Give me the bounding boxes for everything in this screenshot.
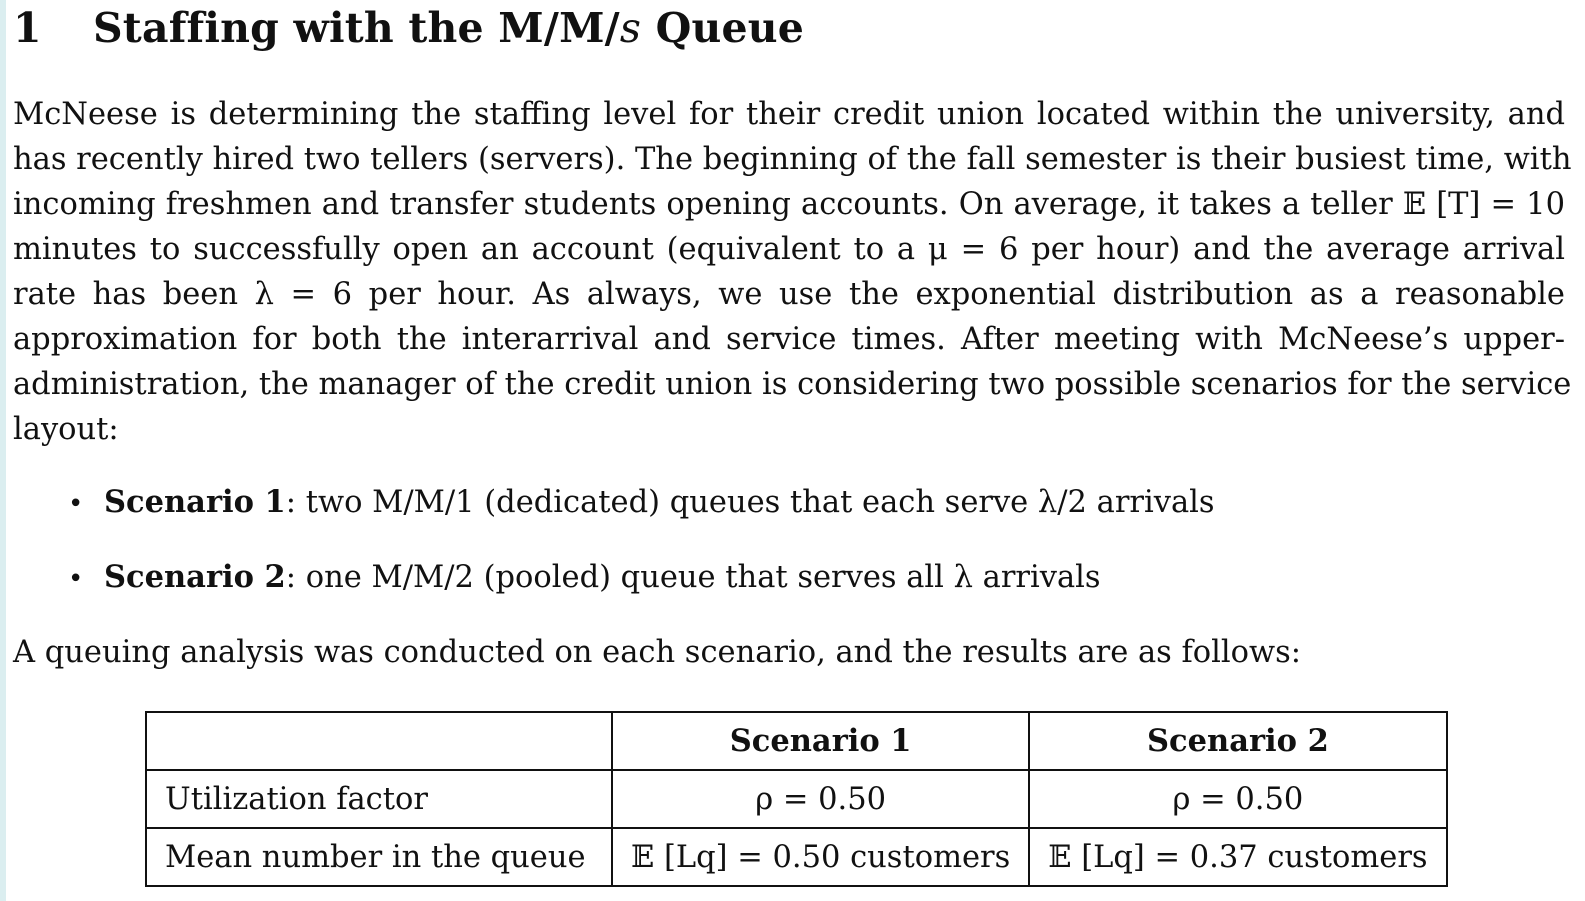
section-title-suffix: Queue [641,4,805,52]
table-cell: ρ = 0.50 [1029,770,1446,828]
scenario-description: : two M/M/1 (dedicated) queues that each serve λ/2 arrivals [285,485,1215,520]
scenario-label: Scenario 1 [104,484,286,520]
bullet-icon: • [68,489,84,519]
section-number: 1 [13,4,42,52]
paragraph-line: administration, the manager of the credit union is considering two possible scenarios for the service [13,367,1572,402]
paragraph-line: McNeese is determining the staffing level for their credit union located within the university, and [13,97,1565,132]
bullet-icon: • [68,564,84,594]
results-table [145,711,1448,887]
scenario-list [68,480,1215,630]
table-row [146,828,1447,886]
section-heading [13,4,804,52]
paragraph-line: has recently hired two tellers (servers). The beginning of the fall semester is their busiest time, with [13,142,1572,177]
section-title-variable: s [619,4,642,52]
results-intro-text: A queuing analysis was conducted on each scenario, and the results are as follows: [13,635,1302,670]
paragraph-line: approximation for both the interarrival and service times. After meeting with McNeese’s upper- [13,322,1565,357]
table-row [146,770,1447,828]
table-cell: Utilization factor [146,770,612,828]
table-cell: 𝔼 [Lq] = 0.37 customers [1029,828,1446,886]
table-header-cell: Scenario 2 [1029,712,1446,770]
table-header-row [146,712,1447,770]
table-cell: Mean number in the queue [146,828,612,886]
intro-paragraph [13,92,1572,452]
table-header-cell: Scenario 1 [612,712,1029,770]
table-cell: ρ = 0.50 [612,770,1029,828]
paragraph-line: minutes to successfully open an account (equivalent to a μ = 6 per hour) and the average arrival [13,232,1565,267]
list-item [68,555,1215,630]
page-margin-strip [0,0,6,901]
scenario-label: Scenario 2 [104,559,286,595]
paragraph-line: layout: [13,412,119,447]
scenario-description: : one M/M/2 (pooled) queue that serves all λ arrivals [285,560,1101,595]
table-header-cell [146,712,612,770]
paragraph-line: rate has been λ = 6 per hour. As always, we use the exponential distribution as a reasonable [13,277,1565,312]
section-title-prefix: Staffing with the M/M/ [93,4,620,52]
paragraph-line: incoming freshmen and transfer students opening accounts. On average, it takes a teller 𝔼 [T] = 10 [13,187,1565,222]
table-cell: 𝔼 [Lq] = 0.50 customers [612,828,1029,886]
list-item [68,480,1215,555]
